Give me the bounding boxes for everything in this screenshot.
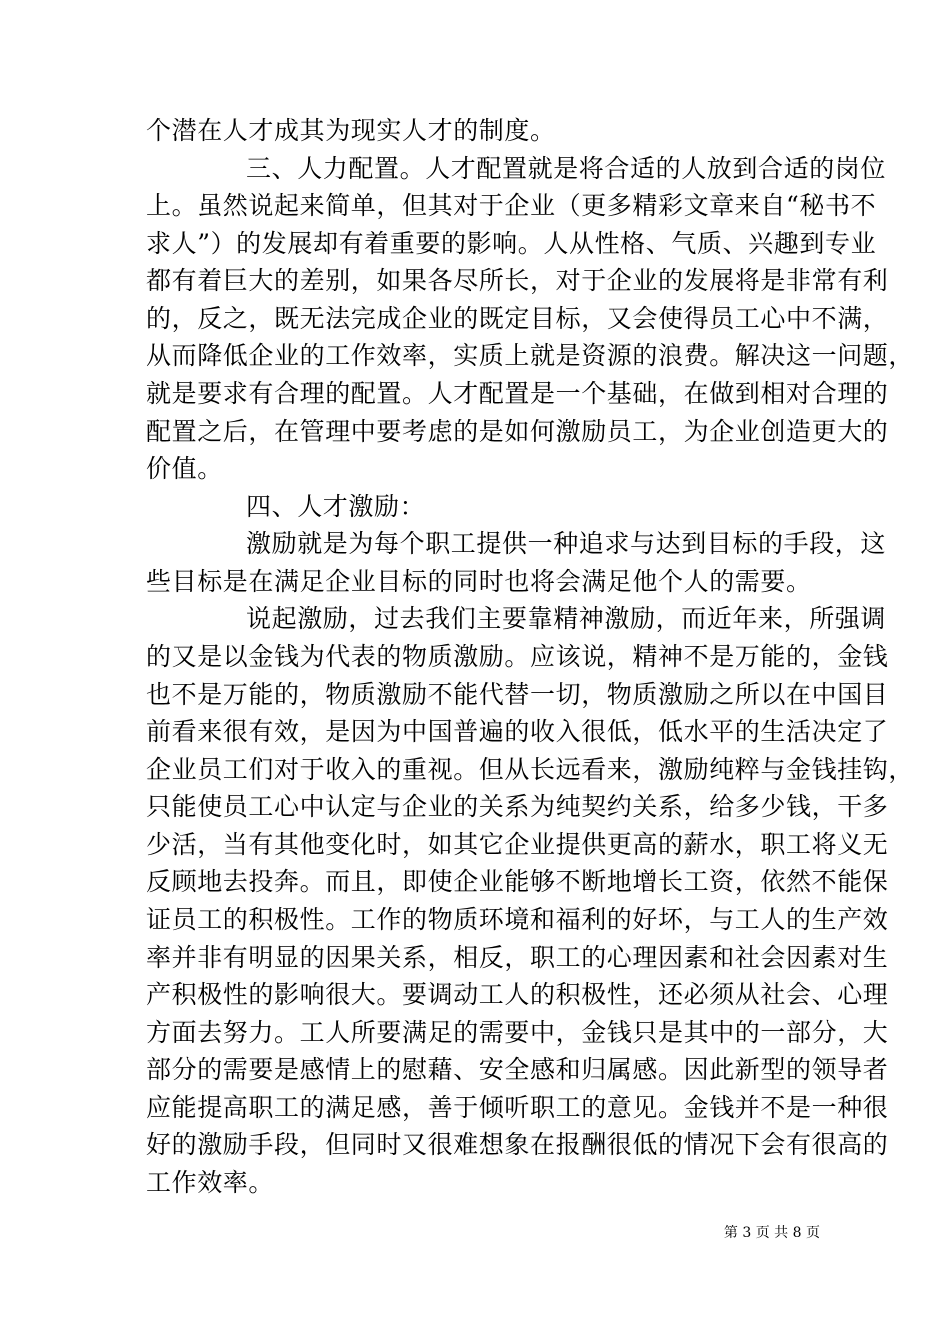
text-line: 说起激励，过去我们主要靠精神激励，而近年来，所强调 [246,604,887,633]
text-line: 前看来很有效，是因为中国普遍的收入很低，低水平的生活决定了 [146,717,889,746]
text-line: 产积极性的影响很大。要调动工人的积极性，还必须从社会、心理 [146,980,889,1009]
text-line: 激励就是为每个职工提供一种追求与达到目标的手段，这 [246,529,887,558]
text-line: 上。虽然说起来简单，但其对于企业（更多精彩文章来自“秘书不 [146,191,877,220]
section-heading-line: 三、人力配置。人才配置就是将合适的人放到合适的岗位 [246,154,887,183]
text-line: 好的激励手段，但同时又很难想象在报酬很低的情况下会有很高的 [146,1130,889,1159]
text-line: 少活，当有其他变化时，如其它企业提供更高的薪水，职工将义无 [146,830,889,859]
text-line: 就是要求有合理的配置。人才配置是一个基础，在做到相对合理的 [146,379,889,408]
text-line: 些目标是在满足企业目标的同时也将会满足他个人的需要。 [146,567,812,596]
text-line: 证员工的积极性。工作的物质环境和福利的好坏，与工人的生产效 [146,905,889,934]
text-line: 工作效率。 [146,1168,275,1197]
text-line: 部分的需要是感情上的慰藉、安全感和归属感。因此新型的领导者 [146,1055,889,1084]
text-line: 的，反之，既无法完成企业的既定目标，又会使得员工心中不满， [146,304,889,333]
text-line: 求人”）的发展却有着重要的影响。人从性格、气质、兴趣到专业 [146,229,877,258]
text-line: 个潜在人才成其为现实人才的制度。 [146,116,556,145]
text-line: 的又是以金钱为代表的物质激励。应该说，精神不是万能的，金钱 [146,642,889,671]
text-line: 都有着巨大的差别，如果各尽所长，对于企业的发展将是非常有利 [146,266,889,295]
text-line: 从而降低企业的工作效率，实质上就是资源的浪费。解决这一问题， [146,341,915,370]
text-line: 企业员工们对于收入的重视。但从长远看来，激励纯粹与金钱挂钩， [146,755,915,784]
text-line: 方面去努力。工人所要满足的需要中，金钱只是其中的一部分，大 [146,1018,889,1047]
page-number: 第 3 页 共 8 页 [723,1225,820,1241]
text-line: 应能提高职工的满足感，善于倾听职工的意见。金钱并不是一种很 [146,1093,889,1122]
text-line: 价值。 [146,454,223,483]
text-line: 率并非有明显的因果关系，相反，职工的心理因素和社会因素对生 [146,943,889,972]
text-line: 只能使员工心中认定与企业的关系为纯契约关系，给多少钱，干多 [146,792,889,821]
text-line: 反顾地去投奔。而且，即使企业能够不断地增长工资，依然不能保 [146,867,889,896]
text-line: 也不是万能的，物质激励不能代替一切，物质激励之所以在中国目 [146,680,889,709]
section-heading-line: 四、人才激励： [246,492,426,521]
text-line: 配置之后，在管理中要考虑的是如何激励员工，为企业创造更大的 [146,417,889,446]
